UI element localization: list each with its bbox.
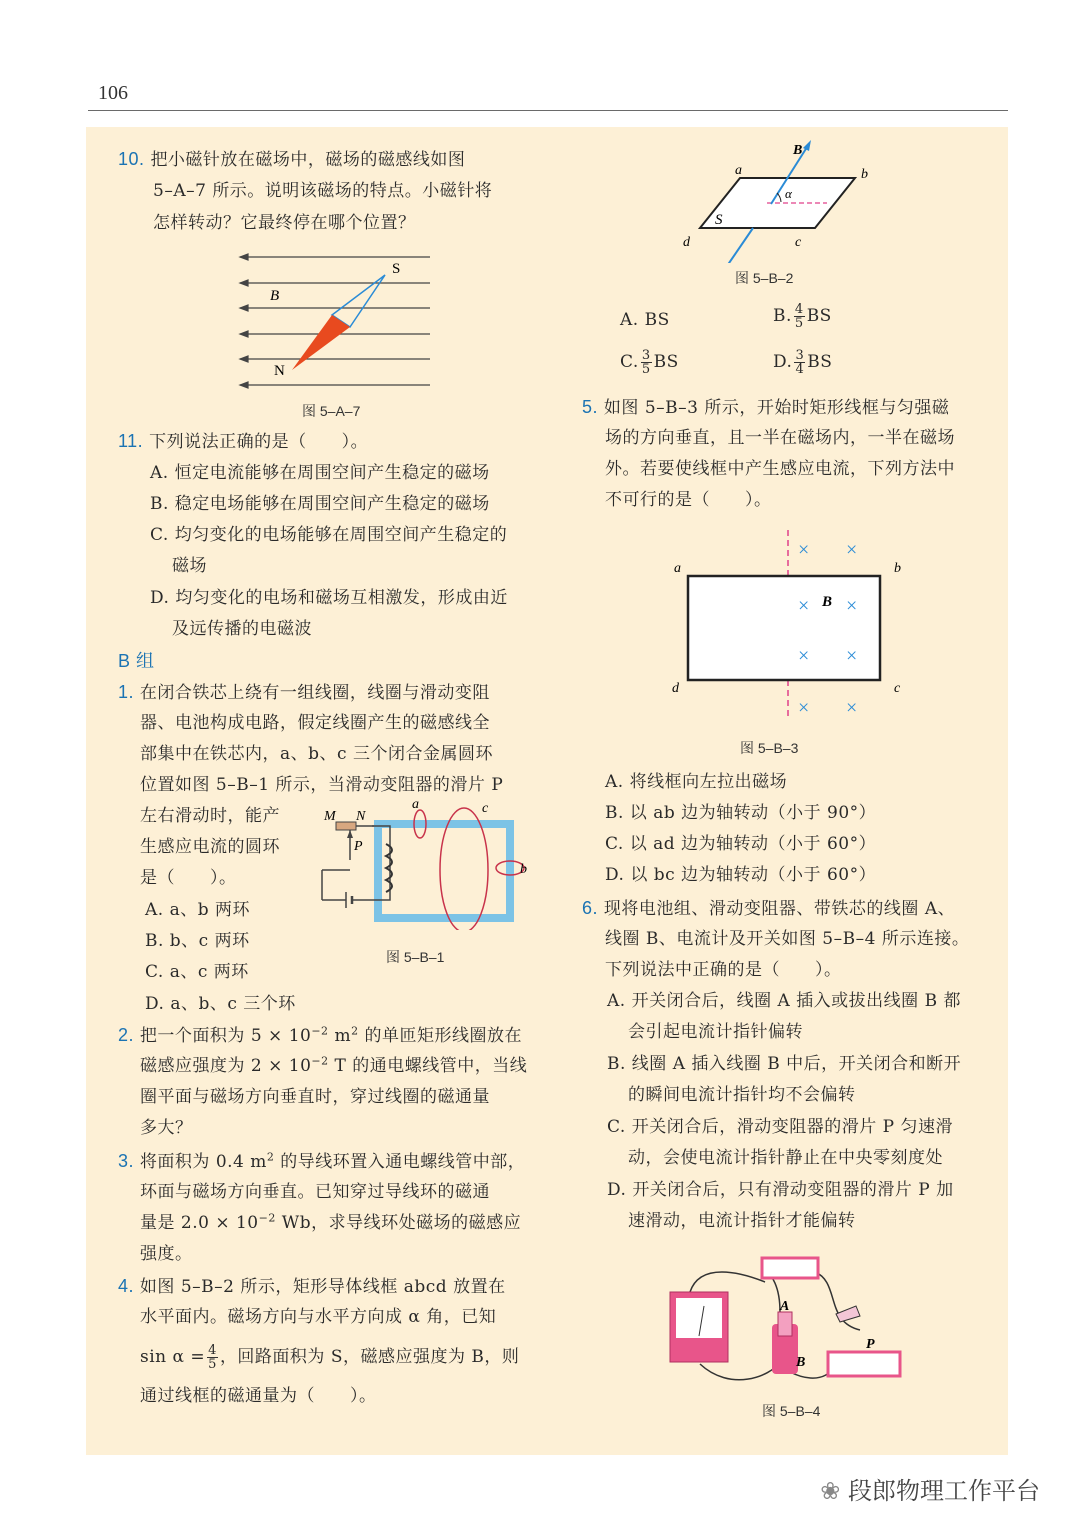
q11-stem: 11. 下列说法正确的是（ ）。 <box>118 431 369 452</box>
label-p: P <box>866 1337 875 1352</box>
b1-line-2: 器、电池构成电路，假定线圈产生的磁感线全 <box>140 713 490 733</box>
b4-line-3: sin α = $\frac{4}{5}$ ，回路面积为 S，磁感应强度为 B，则 <box>140 1343 520 1372</box>
caption-5-a-7: 图 5–A–7 <box>302 403 361 419</box>
b4-line-1: 4. 如图 5–B–2 所示，矩形导体线框 abcd 放置在 <box>118 1276 506 1297</box>
figure-5-b-3 <box>668 528 918 724</box>
b6-option-b-cont: 的瞬间电流计指针均不会偏转 <box>628 1085 856 1105</box>
label-b: b <box>894 561 901 576</box>
watermark: ❀ 段郎物理工作平台 <box>820 1477 1040 1505</box>
header-rule <box>88 110 1008 111</box>
label-a: a <box>674 561 681 576</box>
figure-5-a-7 <box>230 245 440 395</box>
b2-line-4: 多大？ <box>140 1118 193 1138</box>
b5-option-b: B. 以 ab 边为轴转动（小于 90°） <box>605 803 877 823</box>
svg-text:×: × <box>798 697 810 719</box>
wechat-icon: ❀ <box>820 1477 841 1505</box>
label-b: B <box>796 1355 806 1370</box>
label-c: c <box>482 801 489 816</box>
b5-line-1: 5. 如图 5–B–3 所示，开始时矩形线框与匀强磁 <box>582 397 950 418</box>
b1-line-1: 1. 在闭合铁芯上绕有一组线圈，线圈与滑动变阻 <box>118 682 490 703</box>
label-d: d <box>672 681 679 696</box>
svg-text:×: × <box>798 645 810 667</box>
caption-5-b-3: 图 5–B–3 <box>740 740 799 756</box>
battery-pack <box>762 1258 818 1278</box>
label-b: B <box>270 288 280 304</box>
q11-option-c-cont: 磁场 <box>172 556 207 576</box>
b5-line-2: 场的方向垂直，且一半在磁场内，一半在磁场 <box>605 428 955 448</box>
label-p: P <box>354 839 363 854</box>
b1-line-5: 左右滑动时，能产 <box>140 806 280 826</box>
b1-option-d: D. a、b、c 三个环 <box>145 994 296 1014</box>
rheostat <box>828 1352 900 1376</box>
label-s: S <box>715 212 723 228</box>
q10-line-3: 怎样转动？它最终停在哪个位置？ <box>153 213 416 233</box>
b5-option-c: C. 以 ad 边为轴转动（小于 60°） <box>605 834 877 854</box>
page-number: 106 <box>98 82 128 104</box>
b2-line-3: 圈平面与磁场方向垂直时，穿过线圈的磁通量 <box>140 1087 490 1107</box>
b3-line-1: 3. 将面积为 0.4 $m^2$ 的导线环置入通电螺线管中部， <box>118 1150 526 1172</box>
label-m: M <box>324 809 336 824</box>
label-c: c <box>795 235 802 250</box>
label-n: N <box>356 809 366 824</box>
needle-north-half <box>292 315 350 370</box>
q11-option-a: A. 恒定电流能够在周围空间产生稳定的磁场 <box>150 463 490 483</box>
label-a: a <box>735 163 742 178</box>
b6-option-a-cont: 会引起电流计指针偏转 <box>628 1022 803 1042</box>
b6-option-a: A. 开关闭合后，线圈 A 插入或拔出线圈 B 都 <box>607 991 961 1011</box>
b1-option-c: C. a、c 两环 <box>145 962 249 982</box>
b2-line-2: 磁感应强度为 $2 \times 10^{-2}$ T 的通电螺线管中，当线 <box>140 1054 528 1076</box>
q10-line-2: 5–A–7 所示。说明该磁场的特点。小磁针将 <box>153 181 493 201</box>
svg-text:×: × <box>846 595 858 617</box>
b6-option-c: C. 开关闭合后，滑动变阻器的滑片 P 匀速滑 <box>607 1117 953 1137</box>
b6-line-2: 线圈 B、电流计及开关如图 5–B–4 所示连接。 <box>605 929 970 949</box>
b4-line-4: 通过线框的磁通量为（ ）。 <box>140 1386 377 1406</box>
b3-line-2: 环面与磁场方向垂直。已知穿过导线环的磁通 <box>140 1182 490 1202</box>
svg-text:×: × <box>846 645 858 667</box>
q11-option-b: B. 稳定电场能够在周围空间产生稳定的磁场 <box>150 494 490 514</box>
b6-option-d: D. 开关闭合后，只有滑动变阻器的滑片 P 加 <box>607 1180 954 1200</box>
q11-option-d: D. 均匀变化的电场和磁场互相激发，形成由近 <box>150 588 508 608</box>
b6-line-3: 下列说法中正确的是（ ）。 <box>605 960 842 980</box>
caption-5-b-2: 图 5–B–2 <box>735 270 794 286</box>
b6-option-b: B. 线圈 A 插入线圈 B 中后，开关闭合和断开 <box>607 1054 962 1074</box>
b6-option-d-cont: 速滑动，电流计指针才能偏转 <box>628 1211 856 1231</box>
coil-a <box>778 1312 792 1336</box>
label-a: a <box>412 800 419 812</box>
figure-5-b-1 <box>312 800 534 930</box>
b4-option-d: D. $\frac{3}{4}$ BS <box>773 348 833 377</box>
switch <box>836 1306 860 1322</box>
b1-option-b: B. b、c 两环 <box>145 931 250 951</box>
q10-line-1: 10. 把小磁针放在磁场中，磁场的磁感线如图 <box>118 149 466 170</box>
b4-option-b: B. $\frac{4}{5}$ BS <box>773 302 832 331</box>
b1-line-6: 生感应电流的圆环 <box>140 837 280 857</box>
b1-line-3: 部集中在铁芯内，a、b、c 三个闭合金属圆环 <box>140 744 493 764</box>
label-d: d <box>683 235 690 250</box>
label-B: B <box>822 594 833 610</box>
b3-line-3: 量是 $2.0 \times 10^{-2}$ Wb，求导线环处磁场的磁感应 <box>140 1211 522 1233</box>
b2-line-1: 2. 把一个面积为 $5 \times 10^{-2}$ $m^2$ 的单匝矩形线圈放在 <box>118 1024 522 1046</box>
q11-option-d-cont: 及远传播的电磁波 <box>172 619 312 639</box>
label-b: b <box>520 862 527 877</box>
caption-5-b-4: 图 5–B–4 <box>762 1403 821 1419</box>
b4-line-2: 水平面内。磁场方向与水平方向成 α 角，已知 <box>140 1307 497 1327</box>
label-a: A <box>780 1299 790 1314</box>
b1-line-7: 是（ ）。 <box>140 868 237 888</box>
b1-line-4: 位置如图 5–B–1 所示，当滑动变阻器的滑片 P <box>140 775 504 795</box>
figure-5-b-4 <box>660 1252 910 1392</box>
caption-5-b-1: 图 5–B–1 <box>386 949 445 965</box>
q11-option-c: C. 均匀变化的电场能够在周围空间产生稳定的 <box>150 525 508 545</box>
b5-option-a: A. 将线框向左拉出磁场 <box>605 772 788 792</box>
svg-text:×: × <box>798 539 810 561</box>
svg-text:×: × <box>798 595 810 617</box>
b5-line-4: 不可行的是（ ）。 <box>605 490 772 510</box>
b5-option-d: D. 以 bc 边为轴转动（小于 60°） <box>605 865 877 885</box>
b6-option-c-cont: 动，会使电流计指针静止在中央零刻度处 <box>628 1148 943 1168</box>
label-alpha: α <box>785 186 792 201</box>
svg-text:×: × <box>846 697 858 719</box>
b4-option-c: C. $\frac{3}{5}$ BS <box>620 348 679 377</box>
label-s: S <box>392 261 401 277</box>
b6-line-1: 6. 现将电池组、滑动变阻器、带铁芯的线圈 A、 <box>582 898 956 919</box>
figure-5-b-2 <box>675 138 885 263</box>
b1-option-a: A. a、b 两环 <box>145 900 251 920</box>
b5-line-3: 外。若要使线框中产生感应电流，下列方法中 <box>605 459 955 479</box>
label-c: c <box>894 681 901 696</box>
svg-text:×: × <box>846 539 858 561</box>
label-B: B <box>793 143 803 158</box>
b3-line-4: 强度。 <box>140 1244 193 1264</box>
b4-option-a: A. BS <box>620 310 670 330</box>
group-b-heading: B 组 <box>118 651 155 671</box>
label-b: b <box>861 167 868 182</box>
label-n: N <box>274 363 285 379</box>
